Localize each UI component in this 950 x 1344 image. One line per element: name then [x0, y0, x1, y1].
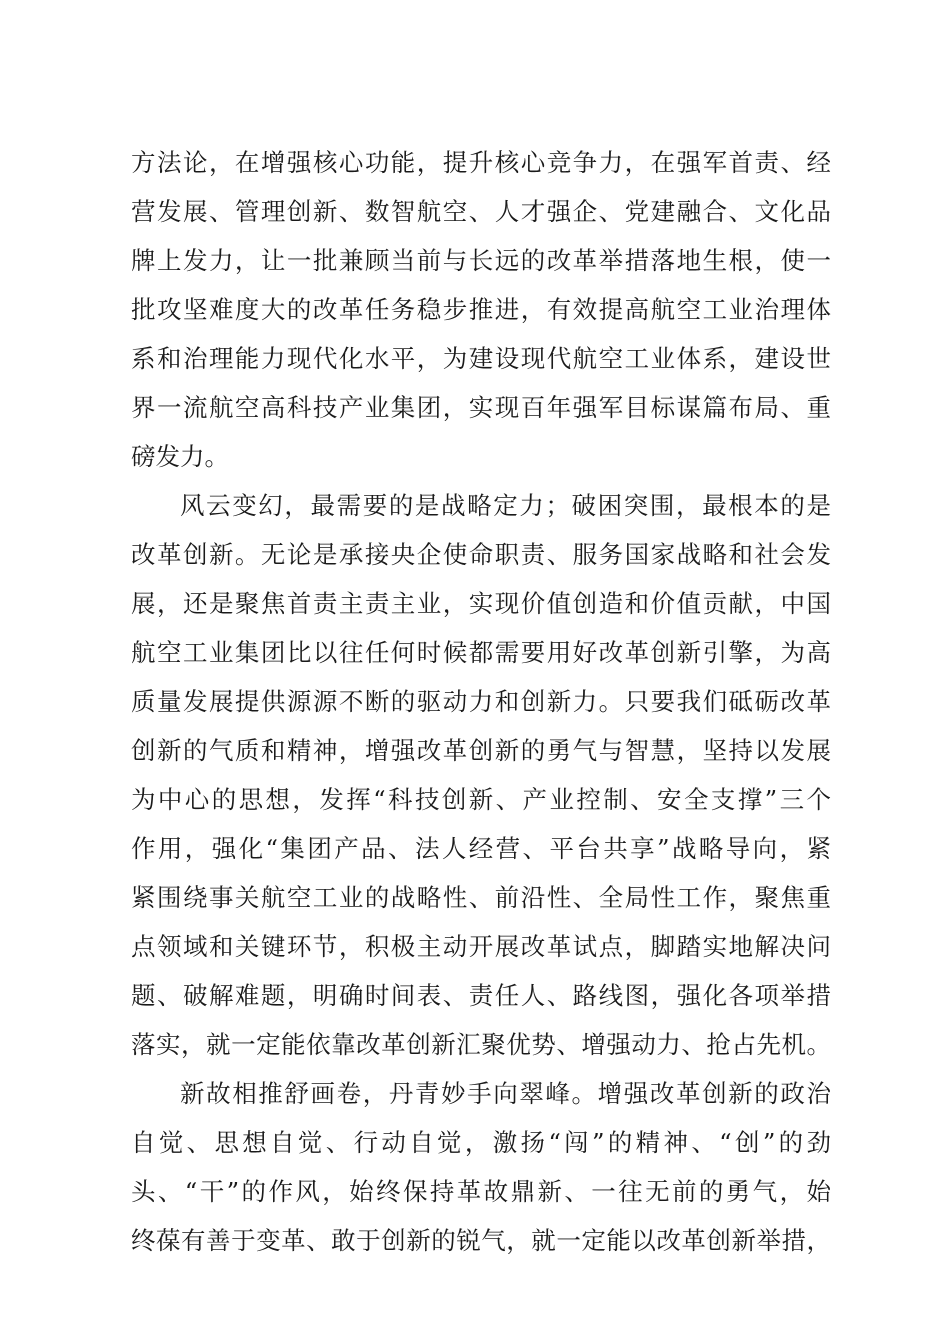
text-line: 营发展、管理创新、数智航空、人才强企、党建融合、文化品 — [131, 197, 831, 226]
text-line: 界一流航空高科技产业集团，实现百年强军目标谋篇布局、重 — [131, 393, 831, 422]
text-line: 质量发展提供源源不断的驱动力和创新力。只要我们砥砺改革 — [131, 687, 831, 716]
text-line: 航空工业集团比以往任何时候都需要用好改革创新引擎，为高 — [131, 638, 831, 667]
text-line: 系和治理能力现代化水平，为建设现代航空工业体系，建设世 — [131, 344, 831, 373]
text-line: 为中心的思想，发挥“科技创新、产业控制、安全支撑”三个 — [131, 785, 831, 814]
text-line: 自觉、思想自觉、行动自觉，激扬“闯”的精神、“创”的劲 — [131, 1128, 831, 1157]
text-line-indented: 风云变幻，最需要的是战略定力；破困突围，最根本的是 — [180, 491, 831, 520]
text-line: 点领域和关键环节，积极主动开展改革试点，脚踏实地解决问 — [131, 932, 831, 961]
text-line-indented: 新故相推舒画卷，丹青妙手向翠峰。增强改革创新的政治 — [180, 1079, 831, 1108]
text-line: 展，还是聚焦首责主责主业，实现价值创造和价值贡献，中国 — [131, 589, 831, 618]
text-line: 磅发力。 — [131, 442, 229, 471]
text-line: 批攻坚难度大的改革任务稳步推进，有效提高航空工业治理体 — [131, 295, 831, 324]
text-line: 牌上发力，让一批兼顾当前与长远的改革举措落地生根，使一 — [131, 246, 831, 275]
text-line: 头、“干”的作风，始终保持革故鼎新、一往无前的勇气，始 — [131, 1177, 831, 1206]
text-line: 题、破解难题，明确时间表、责任人、路线图，强化各项举措 — [131, 981, 831, 1010]
document-body — [131, 138, 831, 1265]
text-line: 创新的气质和精神，增强改革创新的勇气与智慧，坚持以发展 — [131, 736, 831, 765]
text-line: 落实，就一定能依靠改革创新汇聚优势、增强动力、抢占先机。 — [131, 1030, 831, 1059]
text-line: 作用，强化“集团产品、法人经营、平台共享”战略导向，紧 — [131, 834, 831, 863]
text-line: 终葆有善于变革、敢于创新的锐气，就一定能以改革创新举措， — [131, 1226, 831, 1255]
text-line: 改革创新。无论是承接央企使命职责、服务国家战略和社会发 — [131, 540, 831, 569]
text-line: 方法论，在增强核心功能，提升核心竞争力，在强军首责、经 — [131, 148, 831, 177]
text-line: 紧围绕事关航空工业的战略性、前沿性、全局性工作，聚焦重 — [131, 883, 831, 912]
